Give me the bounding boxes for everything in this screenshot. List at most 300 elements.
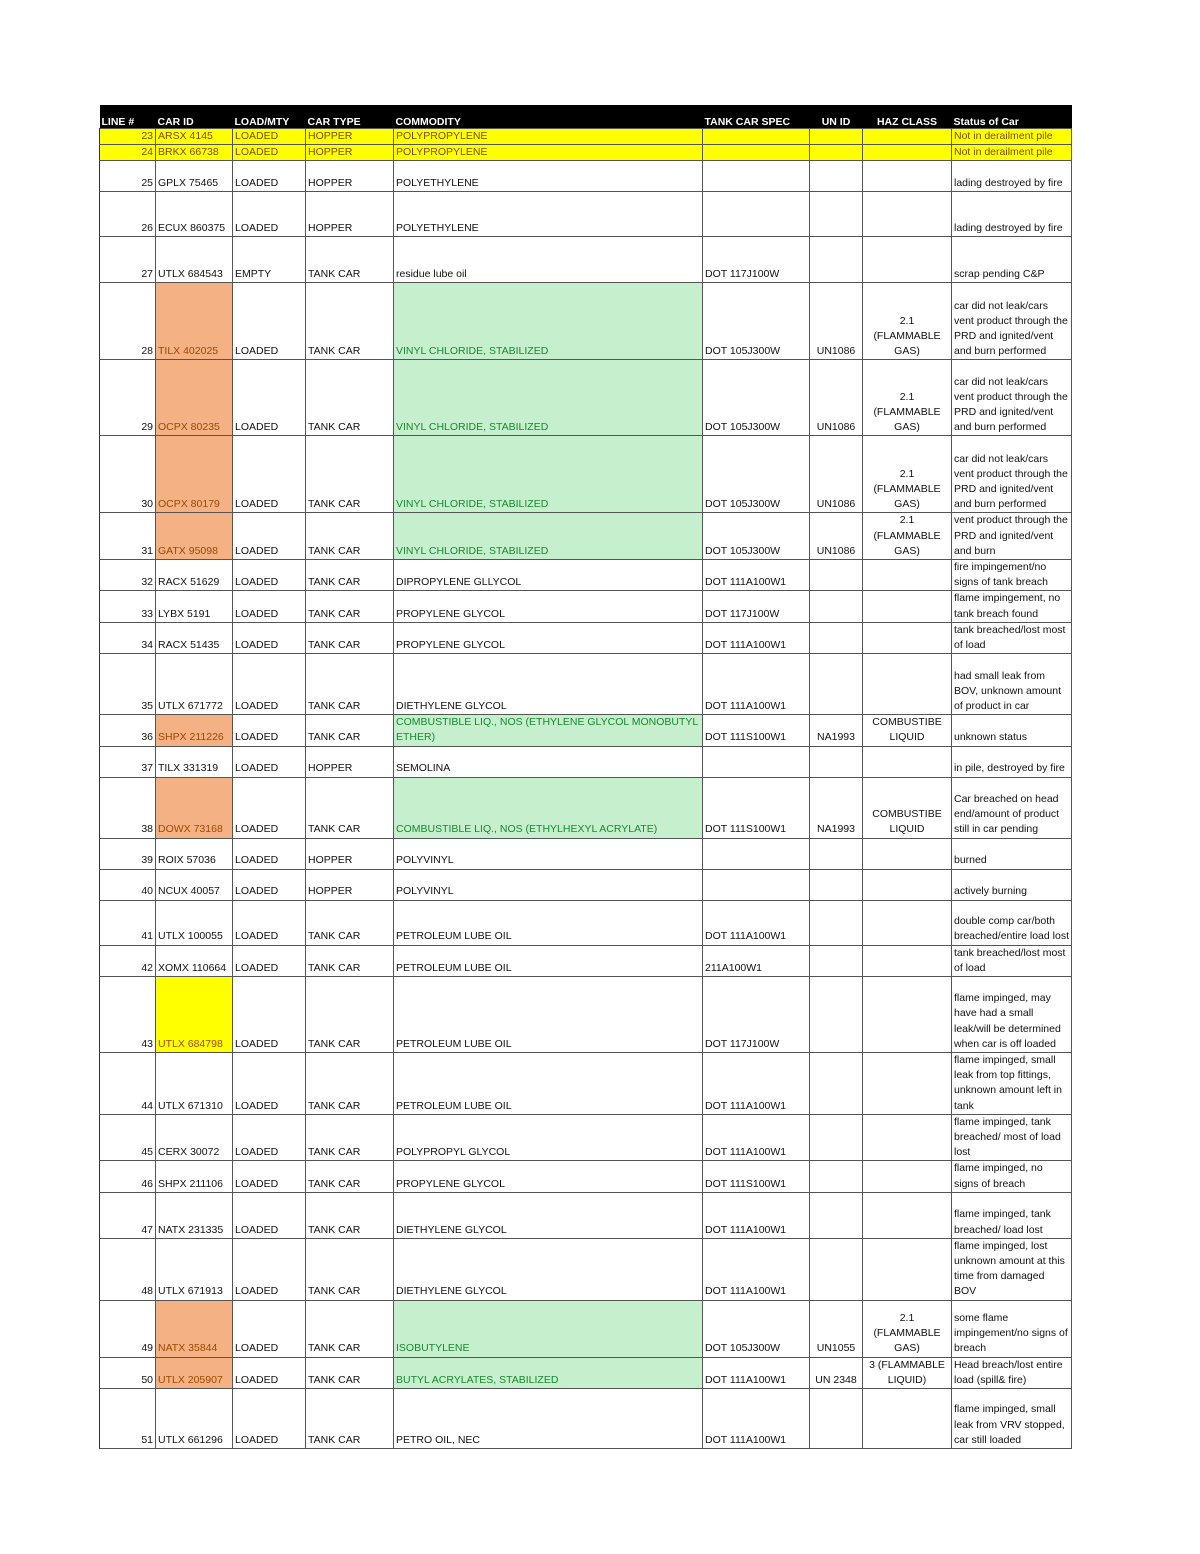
car-id: BRKX 66738 xyxy=(156,145,233,161)
header-line-number: LINE # xyxy=(100,105,156,129)
haz-class: 2.1 (FLAMMABLE GAS) xyxy=(863,513,952,560)
un-id: NA1993 xyxy=(810,715,863,746)
tank-car-spec: DOT 111A100W1 xyxy=(703,900,810,945)
commodity: ISOBUTYLENE xyxy=(394,1300,703,1357)
un-id xyxy=(810,1389,863,1449)
line-number: 45 xyxy=(100,1114,156,1161)
haz-class xyxy=(863,129,952,145)
table-row xyxy=(100,838,1072,869)
car-status: some flame impingement/no signs of breach xyxy=(952,1300,1072,1357)
tank-car-spec xyxy=(703,838,810,869)
car-id: UTLX 671772 xyxy=(156,654,233,715)
un-id xyxy=(810,838,863,869)
load-status: LOADED xyxy=(233,1238,306,1300)
table-row xyxy=(100,1161,1072,1192)
car-type: TANK CAR xyxy=(306,1238,394,1300)
haz-class xyxy=(863,1114,952,1161)
car-status: Head breach/lost entire load (spill& fire) xyxy=(952,1357,1072,1388)
table-row xyxy=(100,715,1072,746)
line-number: 35 xyxy=(100,654,156,715)
tank-car-spec: DOT 111A100W1 xyxy=(703,1238,810,1300)
table-row xyxy=(100,1357,1072,1388)
table-row xyxy=(100,777,1072,838)
car-type: HOPPER xyxy=(306,746,394,777)
haz-class xyxy=(863,977,952,1053)
load-status: LOADED xyxy=(233,777,306,838)
commodity: PETROLEUM LUBE OIL xyxy=(394,945,703,976)
header-tank-car-spec: TANK CAR SPEC xyxy=(703,105,810,129)
car-type: TANK CAR xyxy=(306,1192,394,1238)
car-status: flame impinged, may have had a small leak/will be determined when car is off loaded xyxy=(952,977,1072,1053)
table-row xyxy=(100,945,1072,976)
car-type: HOPPER xyxy=(306,129,394,145)
car-status: tank breached/lost most of load xyxy=(952,945,1072,976)
table-row xyxy=(100,869,1072,900)
line-number: 40 xyxy=(100,869,156,900)
car-status: flame impinged, tank breached/ load lost xyxy=(952,1192,1072,1238)
load-status: LOADED xyxy=(233,945,306,976)
car-id: UTLX 661296 xyxy=(156,1389,233,1449)
car-id: UTLX 100055 xyxy=(156,900,233,945)
load-status: EMPTY xyxy=(233,237,306,283)
un-id: NA1993 xyxy=(810,777,863,838)
tank-car-spec: DOT 111A100W1 xyxy=(703,622,810,653)
line-number: 39 xyxy=(100,838,156,869)
car-status: Car breached on head end/amount of product still in car pending xyxy=(952,777,1072,838)
line-number: 37 xyxy=(100,746,156,777)
haz-class xyxy=(863,1161,952,1192)
line-number: 25 xyxy=(100,161,156,192)
load-status: LOADED xyxy=(233,283,306,360)
haz-class xyxy=(863,838,952,869)
commodity: VINYL CHLORIDE, STABILIZED xyxy=(394,436,703,513)
car-id: OCPX 80235 xyxy=(156,360,233,436)
car-type: TANK CAR xyxy=(306,654,394,715)
un-id xyxy=(810,237,863,283)
commodity: DIETHYLENE GLYCOL xyxy=(394,1238,703,1300)
car-id: CERX 30072 xyxy=(156,1114,233,1161)
commodity: DIETHYLENE GLYCOL xyxy=(394,654,703,715)
line-number: 26 xyxy=(100,192,156,237)
commodity: PROPYLENE GLYCOL xyxy=(394,1161,703,1192)
un-id xyxy=(810,1238,863,1300)
tank-car-spec: DOT 111A100W1 xyxy=(703,1192,810,1238)
haz-class xyxy=(863,654,952,715)
car-status: car did not leak/cars vent product through the PRD and ignited/vent and burn performed xyxy=(952,283,1072,360)
table-row xyxy=(100,622,1072,653)
line-number: 38 xyxy=(100,777,156,838)
car-type: HOPPER xyxy=(306,192,394,237)
haz-class xyxy=(863,1192,952,1238)
commodity: POLYVINYL xyxy=(394,869,703,900)
tank-car-spec: DOT 105J300W xyxy=(703,513,810,560)
load-status: LOADED xyxy=(233,129,306,145)
load-status: LOADED xyxy=(233,560,306,591)
line-number: 36 xyxy=(100,715,156,746)
car-status: car did not leak/cars vent product through the PRD and ignited/vent and burn performed xyxy=(952,436,1072,513)
line-number: 30 xyxy=(100,436,156,513)
table-row xyxy=(100,436,1072,513)
tank-car-spec: DOT 105J300W xyxy=(703,436,810,513)
commodity: DIPROPYLENE GLLYCOL xyxy=(394,560,703,591)
line-number: 46 xyxy=(100,1161,156,1192)
tank-car-spec xyxy=(703,746,810,777)
table-row xyxy=(100,360,1072,436)
table-row xyxy=(100,1389,1072,1449)
load-status: LOADED xyxy=(233,977,306,1053)
line-number: 24 xyxy=(100,145,156,161)
car-id: DOWX 73168 xyxy=(156,777,233,838)
car-type: TANK CAR xyxy=(306,945,394,976)
car-status: flame impinged, lost unknown amount at this time from damaged BOV xyxy=(952,1238,1072,1300)
table-row xyxy=(100,237,1072,283)
commodity: PETROLEUM LUBE OIL xyxy=(394,977,703,1053)
table-row xyxy=(100,192,1072,237)
car-id: UTLX 205907 xyxy=(156,1357,233,1388)
car-type: TANK CAR xyxy=(306,283,394,360)
tank-car-spec: 211A100W1 xyxy=(703,945,810,976)
car-type: HOPPER xyxy=(306,838,394,869)
line-number: 43 xyxy=(100,977,156,1053)
haz-class xyxy=(863,591,952,622)
car-status: car did not leak/cars vent product through the PRD and ignited/vent and burn performed xyxy=(952,360,1072,436)
car-id: GPLX 75465 xyxy=(156,161,233,192)
commodity: POLYETHYLENE xyxy=(394,161,703,192)
car-type: TANK CAR xyxy=(306,436,394,513)
load-status: LOADED xyxy=(233,591,306,622)
haz-class xyxy=(863,1389,952,1449)
haz-class xyxy=(863,1053,952,1115)
table-row xyxy=(100,1192,1072,1238)
car-type: HOPPER xyxy=(306,869,394,900)
car-id: NATX 35844 xyxy=(156,1300,233,1357)
load-status: LOADED xyxy=(233,746,306,777)
commodity: PETROLEUM LUBE OIL xyxy=(394,900,703,945)
car-status: lading destroyed by fire xyxy=(952,161,1072,192)
haz-class: COMBUSTIBE LIQUID xyxy=(863,715,952,746)
line-number: 31 xyxy=(100,513,156,560)
tank-car-spec: DOT 111A100W1 xyxy=(703,654,810,715)
un-id xyxy=(810,1192,863,1238)
haz-class: 2.1 (FLAMMABLE GAS) xyxy=(863,1300,952,1357)
table-row xyxy=(100,977,1072,1053)
car-status: flame impingement, no tank breach found xyxy=(952,591,1072,622)
commodity: BUTYL ACRYLATES, STABILIZED xyxy=(394,1357,703,1388)
commodity: VINYL CHLORIDE, STABILIZED xyxy=(394,283,703,360)
table-row xyxy=(100,560,1072,591)
load-status: LOADED xyxy=(233,1357,306,1388)
load-status: LOADED xyxy=(233,869,306,900)
car-id: NATX 231335 xyxy=(156,1192,233,1238)
car-id: ECUX 860375 xyxy=(156,192,233,237)
header-car-type: CAR TYPE xyxy=(306,105,394,129)
haz-class: COMBUSTIBE LIQUID xyxy=(863,777,952,838)
car-type: TANK CAR xyxy=(306,1389,394,1449)
commodity: DIETHYLENE GLYCOL xyxy=(394,1192,703,1238)
car-status: double comp car/both breached/entire load lost xyxy=(952,900,1072,945)
un-id: UN1086 xyxy=(810,283,863,360)
car-type: TANK CAR xyxy=(306,777,394,838)
un-id: UN1086 xyxy=(810,436,863,513)
haz-class xyxy=(863,192,952,237)
car-type: TANK CAR xyxy=(306,1300,394,1357)
tank-car-spec: DOT 111S100W1 xyxy=(703,777,810,838)
haz-class: 2.1 (FLAMMABLE GAS) xyxy=(863,360,952,436)
line-number: 32 xyxy=(100,560,156,591)
haz-class xyxy=(863,161,952,192)
line-number: 42 xyxy=(100,945,156,976)
car-status: scrap pending C&P xyxy=(952,237,1072,283)
line-number: 41 xyxy=(100,900,156,945)
header-status-of-car: Status of Car xyxy=(952,105,1072,129)
car-status: flame impinged, small leak from top fittings, unknown amount left in tank xyxy=(952,1053,1072,1115)
haz-class xyxy=(863,237,952,283)
load-status: LOADED xyxy=(233,1192,306,1238)
header-haz-class: HAZ CLASS xyxy=(863,105,952,129)
header-row xyxy=(100,105,1072,129)
car-id: RACX 51629 xyxy=(156,560,233,591)
line-number: 44 xyxy=(100,1053,156,1115)
car-type: HOPPER xyxy=(306,145,394,161)
haz-class xyxy=(863,145,952,161)
load-status: LOADED xyxy=(233,1053,306,1115)
table-row xyxy=(100,283,1072,360)
line-number: 29 xyxy=(100,360,156,436)
haz-class xyxy=(863,622,952,653)
commodity: SEMOLINA xyxy=(394,746,703,777)
un-id xyxy=(810,129,863,145)
car-type: TANK CAR xyxy=(306,900,394,945)
car-type: TANK CAR xyxy=(306,715,394,746)
un-id xyxy=(810,145,863,161)
car-status-table xyxy=(99,105,1072,1449)
un-id xyxy=(810,192,863,237)
car-type: TANK CAR xyxy=(306,1161,394,1192)
car-id: NCUX 40057 xyxy=(156,869,233,900)
table-row xyxy=(100,900,1072,945)
table-row xyxy=(100,746,1072,777)
table-row xyxy=(100,161,1072,192)
header-car-id: CAR ID xyxy=(156,105,233,129)
car-status: had small leak from BOV, unknown amount of product in car xyxy=(952,654,1072,715)
car-id: UTLX 671913 xyxy=(156,1238,233,1300)
car-type: TANK CAR xyxy=(306,622,394,653)
tank-car-spec: DOT 111A100W1 xyxy=(703,1053,810,1115)
un-id xyxy=(810,869,863,900)
tank-car-spec: DOT 111S100W1 xyxy=(703,715,810,746)
un-id xyxy=(810,654,863,715)
line-number: 34 xyxy=(100,622,156,653)
line-number: 33 xyxy=(100,591,156,622)
un-id xyxy=(810,746,863,777)
load-status: LOADED xyxy=(233,436,306,513)
commodity: POLYPROPYLENE xyxy=(394,129,703,145)
tank-car-spec xyxy=(703,161,810,192)
table-row xyxy=(100,129,1072,145)
car-status: fire impingement/no signs of tank breach xyxy=(952,560,1072,591)
car-type: TANK CAR xyxy=(306,977,394,1053)
car-status: flame impinged, small leak from VRV stopped, car still loaded xyxy=(952,1389,1072,1449)
line-number: 23 xyxy=(100,129,156,145)
car-id: UTLX 671310 xyxy=(156,1053,233,1115)
commodity: POLYPROPYLENE xyxy=(394,145,703,161)
table-row xyxy=(100,1238,1072,1300)
commodity: POLYETHYLENE xyxy=(394,192,703,237)
un-id xyxy=(810,560,863,591)
car-id: UTLX 684543 xyxy=(156,237,233,283)
commodity: VINYL CHLORIDE, STABILIZED xyxy=(394,513,703,560)
un-id: UN 2348 xyxy=(810,1357,863,1388)
header-commodity: COMMODITY xyxy=(394,105,703,129)
line-number: 47 xyxy=(100,1192,156,1238)
car-status: flame impinged, no signs of breach xyxy=(952,1161,1072,1192)
tank-car-spec xyxy=(703,129,810,145)
haz-class xyxy=(863,869,952,900)
car-status: Not in derailment pile xyxy=(952,129,1072,145)
un-id xyxy=(810,1114,863,1161)
load-status: LOADED xyxy=(233,1114,306,1161)
un-id xyxy=(810,1161,863,1192)
car-id: TILX 331319 xyxy=(156,746,233,777)
car-status: burned xyxy=(952,838,1072,869)
table-row xyxy=(100,654,1072,715)
line-number: 28 xyxy=(100,283,156,360)
un-id: UN1086 xyxy=(810,513,863,560)
header-load-mty: LOAD/MTY xyxy=(233,105,306,129)
load-status: LOADED xyxy=(233,622,306,653)
tank-car-spec xyxy=(703,145,810,161)
haz-class xyxy=(863,945,952,976)
tank-car-spec: DOT 111A100W1 xyxy=(703,560,810,591)
haz-class xyxy=(863,746,952,777)
car-type: TANK CAR xyxy=(306,237,394,283)
car-status: actively burning xyxy=(952,869,1072,900)
commodity: COMBUSTIBLE LIQ., NOS (ETHYLHEXYL ACRYLATE) xyxy=(394,777,703,838)
table-row xyxy=(100,1114,1072,1161)
car-type: TANK CAR xyxy=(306,513,394,560)
line-number: 51 xyxy=(100,1389,156,1449)
car-id: UTLX 684798 xyxy=(156,977,233,1053)
commodity: PROPYLENE GLYCOL xyxy=(394,591,703,622)
table-row xyxy=(100,1300,1072,1357)
load-status: LOADED xyxy=(233,1389,306,1449)
line-number: 27 xyxy=(100,237,156,283)
tank-car-spec: DOT 105J300W xyxy=(703,283,810,360)
haz-class: 2.1 (FLAMMABLE GAS) xyxy=(863,283,952,360)
un-id xyxy=(810,977,863,1053)
tank-car-spec: DOT 111A100W1 xyxy=(703,1114,810,1161)
un-id xyxy=(810,591,863,622)
car-id: OCPX 80179 xyxy=(156,436,233,513)
car-type: TANK CAR xyxy=(306,1357,394,1388)
un-id xyxy=(810,161,863,192)
load-status: LOADED xyxy=(233,360,306,436)
car-id: TILX 402025 xyxy=(156,283,233,360)
car-type: TANK CAR xyxy=(306,1053,394,1115)
car-status: in pile, destroyed by fire xyxy=(952,746,1072,777)
car-id: GATX 95098 xyxy=(156,513,233,560)
load-status: LOADED xyxy=(233,161,306,192)
load-status: LOADED xyxy=(233,838,306,869)
car-status: tank breached/lost most of load xyxy=(952,622,1072,653)
line-number: 48 xyxy=(100,1238,156,1300)
car-id: SHPX 211226 xyxy=(156,715,233,746)
car-status: Not in derailment pile xyxy=(952,145,1072,161)
car-type: TANK CAR xyxy=(306,1114,394,1161)
car-id: SHPX 211106 xyxy=(156,1161,233,1192)
commodity: PETRO OIL, NEC xyxy=(394,1389,703,1449)
line-number: 49 xyxy=(100,1300,156,1357)
car-id: ROIX 57036 xyxy=(156,838,233,869)
commodity: POLYPROPYL GLYCOL xyxy=(394,1114,703,1161)
un-id xyxy=(810,900,863,945)
car-id: LYBX 5191 xyxy=(156,591,233,622)
tank-car-spec: DOT 117J100W xyxy=(703,237,810,283)
un-id: UN1055 xyxy=(810,1300,863,1357)
table-row xyxy=(100,513,1072,560)
commodity: COMBUSTIBLE LIQ., NOS (ETHYLENE GLYCOL MONOBUTYL ETHER) xyxy=(394,715,703,746)
tank-car-spec: DOT 111A100W1 xyxy=(703,1389,810,1449)
car-id: XOMX 110664 xyxy=(156,945,233,976)
table-row xyxy=(100,1053,1072,1115)
tank-car-spec: DOT 117J100W xyxy=(703,591,810,622)
tank-car-spec: DOT 111S100W1 xyxy=(703,1161,810,1192)
tank-car-spec xyxy=(703,869,810,900)
car-type: HOPPER xyxy=(306,161,394,192)
car-type: TANK CAR xyxy=(306,591,394,622)
load-status: LOADED xyxy=(233,1161,306,1192)
car-status: vent product through the PRD and ignited/vent and burn xyxy=(952,513,1072,560)
commodity: PETROLEUM LUBE OIL xyxy=(394,1053,703,1115)
commodity: PROPYLENE GLYCOL xyxy=(394,622,703,653)
haz-class xyxy=(863,560,952,591)
commodity: residue lube oil xyxy=(394,237,703,283)
table-row xyxy=(100,145,1072,161)
load-status: LOADED xyxy=(233,513,306,560)
car-id: ARSX 4145 xyxy=(156,129,233,145)
un-id xyxy=(810,622,863,653)
un-id xyxy=(810,945,863,976)
car-type: TANK CAR xyxy=(306,360,394,436)
load-status: LOADED xyxy=(233,715,306,746)
car-status: lading destroyed by fire xyxy=(952,192,1072,237)
un-id: UN1086 xyxy=(810,360,863,436)
haz-class xyxy=(863,1238,952,1300)
header-un-id: UN ID xyxy=(810,105,863,129)
un-id xyxy=(810,1053,863,1115)
car-type: TANK CAR xyxy=(306,560,394,591)
load-status: LOADED xyxy=(233,145,306,161)
commodity: VINYL CHLORIDE, STABILIZED xyxy=(394,360,703,436)
tank-car-spec: DOT 117J100W xyxy=(703,977,810,1053)
tank-car-spec xyxy=(703,192,810,237)
car-status: flame impinged, tank breached/ most of load lost xyxy=(952,1114,1072,1161)
haz-class: 2.1 (FLAMMABLE GAS) xyxy=(863,436,952,513)
haz-class xyxy=(863,900,952,945)
load-status: LOADED xyxy=(233,654,306,715)
load-status: LOADED xyxy=(233,900,306,945)
tank-car-spec: DOT 105J300W xyxy=(703,360,810,436)
car-status: unknown status xyxy=(952,715,1072,746)
load-status: LOADED xyxy=(233,1300,306,1357)
haz-class: 3 (FLAMMABLE LIQUID) xyxy=(863,1357,952,1388)
commodity: POLYVINYL xyxy=(394,838,703,869)
tank-car-spec: DOT 105J300W xyxy=(703,1300,810,1357)
table-row xyxy=(100,591,1072,622)
load-status: LOADED xyxy=(233,192,306,237)
line-number: 50 xyxy=(100,1357,156,1388)
car-id: RACX 51435 xyxy=(156,622,233,653)
